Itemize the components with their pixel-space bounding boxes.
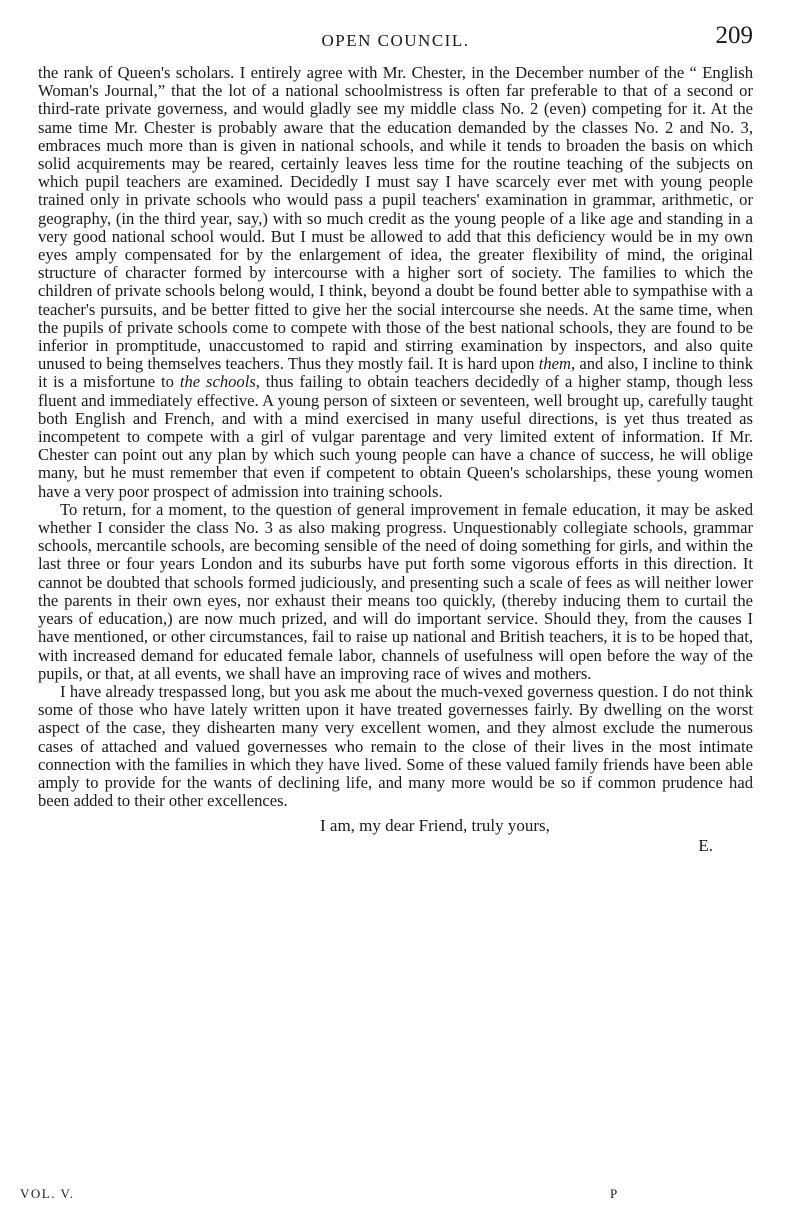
body-text: , and also, I incline to think it is a misfortune to xyxy=(38,354,753,392)
volume-label: VOL. V. xyxy=(20,1186,75,1201)
running-title: OPEN COUNCIL. xyxy=(321,31,470,50)
emphasis-text: the schools xyxy=(179,372,256,392)
page-footer xyxy=(0,1186,793,1206)
page-number: 209 xyxy=(715,22,753,49)
body-text: , thus failing to obtain teachers decidedly of a higher stamp, though less fluent and immediately effective. A young person of sixteen or seventeen, well brought up, carefully taught both English and French, and with a mind exercised in many useful directions, is yet thus treated as incompetent to compete with a girl of vulgar parentage and very limited extent of information. If Mr. Chester can point out any plan by which such young people can have a chance of success, he will oblige many, but he must remember that even if competent to obtain Queen's scholarships, these young women have a very poor prospect of admission into training schools. xyxy=(38,372,754,501)
body-paragraph-1 xyxy=(38,64,753,501)
signature-mark: P xyxy=(610,1186,618,1201)
body-paragraph-3: I have already trespassed long, but you ask me about the much-vexed governess question. I do not think some of those who have lately written upon it have treated governesses fairly. By dwelling on the worst aspect of the case, they dishearten many very excellent women, and they almost exclude the numerous cases of attached and valued governesses who remain to the close of their lives in the most intimate connection with the families in which they have lived. Some of these valued family friends have been able amply to provide for the wants of declining life, and many more would be so if common prudence had been added to their other excellences. xyxy=(38,681,753,811)
closing-salutation: I am, my dear Friend, truly yours, xyxy=(320,816,550,836)
page xyxy=(38,22,753,856)
page-header xyxy=(38,22,753,64)
body-text: the rank of Queen's scholars. I entirely agree with Mr. Chester, in the December number of the “ English Woman's Journal,” that the lot of a national schoolmistress is often far preferable to that of a second or third-rate private governess, and would gladly see my middle class No. 2 (even) competing for it. At the same time Mr. Chester is probably aware that the education demanded by the classes No. 2 and No. 3, embraces much more than is given in national schools, and while it tends to broaden the basis on which solid acquirements may be reared, certainly leaves less time for the routine teaching of the subjects on which pupil teachers are examined. Decidedly I must say I have scarcely ever met with young people trained only in private schools who would pass a pupil teachers' examination in grammar, arithmetic, or geography, (in the third year, say,) with so much credit as the young people of a like age and standing in a very good national school would. But I must be allowed to add that this deficiency would be in my own eyes amply compensated for by the enlargement of idea, the greater flexibility of mind, the original structure of character formed by intercourse with a higher sort of society. The families to which the children of private schools belong would, I think, beyond a doubt be found better able to sympathise with a teacher's pursuits, and be better fitted to give her the social intercourse she needs. At the same time, when the pupils of private schools come to compete with those of the best national schools, they are found to be inferior in promptitude, unaccustomed to rapid and stirring examination by inspectors, and also quite unused to being themselves teachers. Thus they mostly fail. It is hard upon xyxy=(38,63,753,374)
emphasis-text: them xyxy=(538,354,571,374)
signature: E. xyxy=(698,836,713,856)
body-paragraph-2: To return, for a moment, to the question of general improvement in female education, it may be asked whether I consider the class No. 3 as also making progress. Unquestionably collegiate schools, grammar schools, mercantile schools, are becoming sensible of the need of doing something for girls, and within the last three or four years London and its suburbs have put forth some vigorous efforts in this direction. It cannot be doubted that schools formed judiciously, and presenting such a scale of fees as will neither lower the parents in their own eyes, nor exhaust their means too quickly, (thereby inducing them to curtail the years of education,) are now much prized, and will do important service. Should they, from the causes I have mentioned, or other circumstances, fail to raise up national and British teachers, it is to be hoped that, with increased demand for educated female labor, channels of usefulness will open before the way of the pupils, or that, at all events, we shall have an improving race of wives and mothers. xyxy=(38,499,753,683)
